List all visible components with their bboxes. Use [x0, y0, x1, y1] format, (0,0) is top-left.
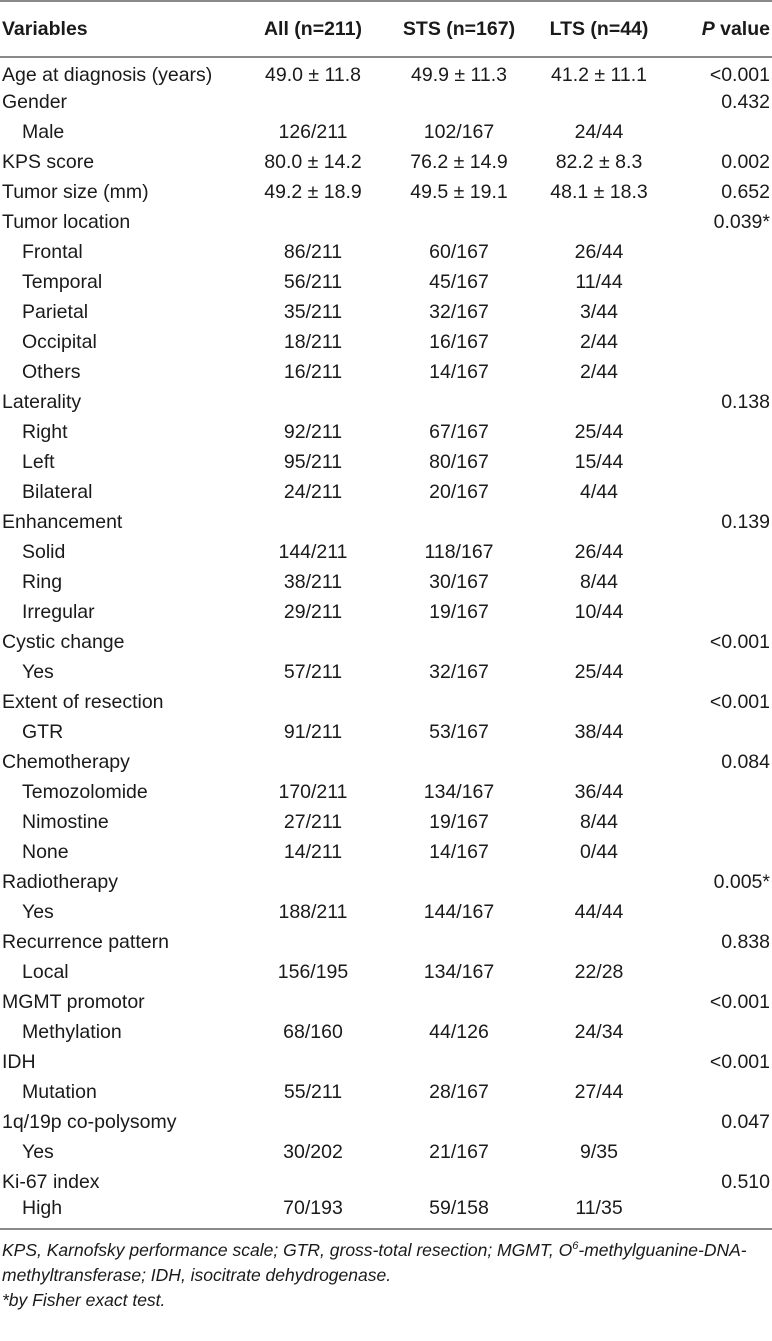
table-row: [0, 627, 772, 657]
cell-lts: 2/44: [580, 330, 618, 353]
cell-sts: [386, 507, 532, 537]
table-row: [0, 1017, 772, 1047]
table-row: [0, 987, 772, 1017]
header-p-suffix: value: [714, 17, 770, 40]
cell-variable: Irregular: [22, 600, 95, 623]
cell-lts: 44/44: [574, 900, 624, 923]
cell-variable: Recurrence pattern: [2, 930, 169, 953]
cell-variable: Temporal: [22, 270, 103, 293]
cell-all: 14/211: [283, 840, 343, 863]
cell-variable: Laterality: [2, 390, 82, 413]
cell-variable: Tumor size (mm): [2, 180, 149, 203]
cell-lts: 8/44: [580, 570, 618, 593]
table-row: [0, 1167, 772, 1197]
cell-p-value: 0.432: [721, 90, 770, 113]
table-row: [0, 507, 772, 537]
cell-sts: 30/167: [429, 570, 489, 593]
cell-variable: Occipital: [22, 330, 97, 353]
cell-p-value: [666, 447, 772, 477]
table-row: [0, 747, 772, 777]
cell-all: 170/211: [278, 780, 348, 803]
cell-variable: Right: [22, 420, 68, 443]
cell-lts: 38/44: [574, 720, 624, 743]
cell-sts: 102/167: [423, 120, 495, 143]
cell-sts: [386, 1167, 532, 1197]
cell-lts: 25/44: [574, 660, 624, 683]
cell-sts: 53/167: [429, 720, 489, 743]
cell-all: 126/211: [278, 120, 348, 143]
cell-all: 27/211: [283, 810, 343, 833]
cell-lts: 36/44: [574, 780, 624, 803]
cell-all: 80.0 ± 14.2: [264, 150, 362, 173]
cell-lts: 22/28: [574, 960, 624, 983]
cell-p-value: [666, 777, 772, 807]
cell-variable: Chemotherapy: [2, 750, 130, 773]
table-row: [0, 717, 772, 747]
cell-variable: Male: [22, 120, 65, 143]
header-p-letter: P: [701, 17, 715, 40]
cell-lts: 15/44: [574, 450, 624, 473]
cell-p-value: [666, 837, 772, 867]
cell-variable: IDH: [2, 1050, 36, 1073]
cell-lts: [532, 927, 666, 957]
cell-lts: 26/44: [574, 540, 624, 563]
cell-lts: 82.2 ± 8.3: [555, 150, 643, 173]
cell-lts: 11/44: [575, 270, 623, 293]
cell-variable: Bilateral: [22, 480, 93, 503]
cell-variable: Others: [22, 360, 81, 383]
cell-variable: Solid: [22, 540, 66, 563]
cell-all: [240, 207, 386, 237]
cell-variable: GTR: [22, 720, 64, 743]
table-row: [0, 417, 772, 447]
cell-variable: Tumor location: [2, 210, 131, 233]
table-row: [0, 837, 772, 867]
table-row: [0, 387, 772, 417]
header-all: All (n=211): [240, 1, 386, 57]
cell-p-value: [666, 267, 772, 297]
cell-all: [240, 747, 386, 777]
cell-variable: Frontal: [22, 240, 83, 263]
cell-variable: Mutation: [22, 1080, 97, 1103]
cell-lts: 8/44: [580, 810, 618, 833]
cell-all: 95/211: [283, 450, 343, 473]
cell-lts: 24/34: [574, 1020, 624, 1043]
cell-p-value: [666, 327, 772, 357]
cell-p-value: [666, 1017, 772, 1047]
cell-sts: 76.2 ± 14.9: [410, 150, 508, 173]
cell-sts: [386, 627, 532, 657]
footnotes: [0, 1230, 772, 1313]
cell-lts: [532, 387, 666, 417]
table-row: [0, 687, 772, 717]
cell-lts: [532, 207, 666, 237]
cell-lts: [532, 687, 666, 717]
cell-sts: [386, 927, 532, 957]
cell-variable: 1q/19p co-polysomy: [2, 1110, 177, 1133]
cell-sts: 49.5 ± 19.1: [410, 180, 508, 203]
cell-lts: [532, 1107, 666, 1137]
cell-all: [240, 927, 386, 957]
cell-all: 16/211: [283, 360, 343, 383]
cell-all: 29/211: [283, 600, 343, 623]
cell-all: [240, 867, 386, 897]
table-row: [0, 267, 772, 297]
cell-lts: 0/44: [580, 840, 618, 863]
cell-all: 92/211: [283, 420, 343, 443]
cell-lts: 41.2 ± 11.1: [551, 64, 647, 86]
table-row: [0, 957, 772, 987]
cell-lts: [532, 987, 666, 1017]
cell-sts: 16/167: [429, 330, 489, 353]
cell-p-value: 0.139: [721, 510, 770, 533]
cell-sts: [386, 747, 532, 777]
table-row: [0, 1197, 772, 1229]
cell-variable: KPS score: [2, 150, 95, 173]
cell-all: 156/195: [277, 960, 349, 983]
cell-p-value: <0.001: [709, 1050, 770, 1073]
table-row: [0, 447, 772, 477]
cell-sts: 19/167: [429, 600, 489, 623]
table-header: [0, 1, 772, 57]
cell-lts: [532, 747, 666, 777]
cell-variable: Age at diagnosis (years): [2, 64, 213, 86]
table-row: [0, 477, 772, 507]
footnote-fisher: *by Fisher exact test.: [2, 1290, 166, 1310]
cell-all: 188/211: [278, 900, 348, 923]
cell-all: 35/211: [283, 300, 343, 323]
cell-p-value: [666, 1077, 772, 1107]
cell-p-value: 0.510: [721, 1170, 770, 1193]
cell-sts: 60/167: [429, 240, 489, 263]
cell-p-value: 0.652: [721, 180, 770, 203]
cell-all: [240, 1167, 386, 1197]
table-row: [0, 1047, 772, 1077]
cell-variable: Nimostine: [22, 810, 109, 833]
cell-variable: Yes: [22, 1140, 54, 1163]
table-row: [0, 147, 772, 177]
cell-p-value: [666, 717, 772, 747]
table-row: [0, 207, 772, 237]
cell-all: 91/211: [283, 720, 343, 743]
cell-variable: Extent of resection: [2, 690, 164, 713]
table-row: [0, 657, 772, 687]
cell-all: [240, 987, 386, 1017]
cell-p-value: 0.084: [721, 750, 770, 773]
cell-lts: 25/44: [574, 420, 624, 443]
cell-variable: Left: [22, 450, 55, 473]
cell-p-value: [666, 597, 772, 627]
cell-sts: 118/167: [424, 540, 494, 563]
cell-sts: 14/167: [429, 840, 489, 863]
table-row: [0, 117, 772, 147]
table-row: [0, 1077, 772, 1107]
cell-p-value: <0.001: [709, 990, 770, 1013]
cell-lts: 26/44: [574, 240, 624, 263]
cell-all: 30/202: [283, 1140, 343, 1163]
cell-p-value: 0.039*: [713, 210, 770, 233]
cell-lts: 2/44: [580, 360, 618, 383]
table-row: [0, 177, 772, 207]
cell-all: 70/193: [240, 1197, 386, 1229]
cell-all: [240, 627, 386, 657]
cell-variable: Ki-67 index: [2, 1170, 100, 1193]
cell-lts: [532, 867, 666, 897]
table-row: [0, 57, 772, 87]
cell-sts: 67/167: [429, 420, 489, 443]
cell-sts: 14/167: [429, 360, 489, 383]
table-row: [0, 327, 772, 357]
cell-sts: 28/167: [429, 1080, 489, 1103]
cell-all: 49.2 ± 18.9: [264, 180, 362, 203]
cell-p-value: [666, 537, 772, 567]
table-row: [0, 867, 772, 897]
cell-sts: 49.9 ± 11.3: [411, 64, 507, 86]
cell-all: [240, 507, 386, 537]
cell-variable: Yes: [22, 660, 54, 683]
cell-p-value: [666, 1137, 772, 1167]
table-row: [0, 897, 772, 927]
cell-sts: 20/167: [429, 480, 489, 503]
table-row: [0, 807, 772, 837]
cell-p-value: [666, 897, 772, 927]
cell-sts: [386, 87, 532, 117]
table-row: [0, 87, 772, 117]
header-sts: STS (n=167): [386, 1, 532, 57]
cell-p-value: [666, 1197, 772, 1229]
table-row: [0, 1107, 772, 1137]
cell-sts: 80/167: [429, 450, 489, 473]
cell-p-value: 0.838: [721, 930, 770, 953]
cell-all: 68/160: [283, 1020, 343, 1043]
header-variables: Variables: [0, 1, 240, 57]
cell-variable: Cystic change: [2, 630, 125, 653]
table-row: [0, 597, 772, 627]
cell-p-value: [666, 357, 772, 387]
header-lts: LTS (n=44): [532, 1, 666, 57]
cell-p-value: 0.138: [721, 390, 770, 413]
footnote-abbreviations: [2, 1238, 770, 1288]
cell-sts: 32/167: [429, 660, 489, 683]
cell-variable: Enhancement: [2, 510, 123, 533]
cell-variable: Local: [22, 960, 69, 983]
cell-p-value: 0.002: [721, 150, 770, 173]
cell-p-value: [666, 117, 772, 147]
cell-lts: [532, 507, 666, 537]
table-row: [0, 927, 772, 957]
header-row: [0, 1, 772, 57]
cell-all: 38/211: [283, 570, 343, 593]
cell-sts: [386, 1107, 532, 1137]
cell-lts: 3/44: [580, 300, 618, 323]
cell-all: 86/211: [283, 240, 343, 263]
cell-sts: 32/167: [429, 300, 489, 323]
cell-lts: 11/35: [532, 1197, 666, 1229]
cell-p-value: <0.001: [709, 630, 770, 653]
cell-lts: [532, 87, 666, 117]
header-p-value: [666, 1, 772, 57]
table-row: [0, 1137, 772, 1167]
cell-variable: High: [0, 1197, 240, 1229]
cell-sts: [386, 687, 532, 717]
cell-p-value: [666, 807, 772, 837]
cell-p-value: [666, 957, 772, 987]
cell-variable: Yes: [22, 900, 54, 923]
cell-variable: None: [22, 840, 69, 863]
cell-sts: 45/167: [429, 270, 489, 293]
cell-all: 49.0 ± 11.8: [265, 64, 361, 86]
cell-p-value: 0.005*: [713, 870, 770, 893]
table-body: [0, 57, 772, 1229]
cell-p-value: [666, 417, 772, 447]
cell-p-value: 0.047: [721, 1110, 770, 1133]
cell-sts: 134/167: [423, 960, 495, 983]
cell-all: [240, 387, 386, 417]
cell-sts: 144/167: [423, 900, 495, 923]
table-row: [0, 237, 772, 267]
cell-all: 57/211: [283, 660, 343, 683]
cell-all: [240, 687, 386, 717]
cell-all: 56/211: [283, 270, 343, 293]
cell-lts: 24/44: [574, 120, 624, 143]
table-row: [0, 537, 772, 567]
cell-p-value: <0.001: [709, 690, 770, 713]
footnote-abbr-part2: -methylguanine-DNA-methyltransferase; IDH, isocitrate dehydrogenase.: [2, 1240, 747, 1285]
cell-variable: Temozolomide: [22, 780, 148, 803]
table-row: [0, 297, 772, 327]
cell-p-value: [666, 657, 772, 687]
footnote-abbr-part1: KPS, Karnofsky performance scale; GTR, gross-total resection; MGMT, O: [2, 1240, 573, 1260]
cell-sts: [386, 987, 532, 1017]
cell-sts: 19/167: [429, 810, 489, 833]
cell-sts: 44/126: [429, 1020, 489, 1043]
cell-all: [240, 87, 386, 117]
cell-lts: 48.1 ± 18.3: [550, 180, 648, 203]
cell-variable: MGMT promotor: [2, 990, 145, 1013]
cell-p-value: [666, 477, 772, 507]
cell-all: [240, 1047, 386, 1077]
cell-sts: 134/167: [423, 780, 495, 803]
cell-p-value: <0.001: [709, 64, 770, 86]
footnote-superscript: 6: [572, 1240, 579, 1253]
cell-sts: 59/158: [386, 1197, 532, 1229]
cell-all: 24/211: [283, 480, 343, 503]
cell-lts: 4/44: [580, 480, 618, 503]
cell-variable: Ring: [22, 570, 63, 593]
cell-sts: [386, 207, 532, 237]
table-row: [0, 567, 772, 597]
cell-lts: [532, 627, 666, 657]
table-row: [0, 357, 772, 387]
table-row: [0, 777, 772, 807]
cell-variable: Radiotherapy: [2, 870, 118, 893]
cell-p-value: [666, 567, 772, 597]
cell-sts: [386, 387, 532, 417]
cell-all: 144/211: [278, 540, 348, 563]
cell-variable: Parietal: [22, 300, 89, 323]
cell-lts: 9/35: [580, 1140, 618, 1163]
cell-variable: Methylation: [22, 1020, 122, 1043]
cell-p-value: [666, 297, 772, 327]
cell-lts: [532, 1047, 666, 1077]
cell-all: 18/211: [283, 330, 343, 353]
cell-lts: 10/44: [574, 600, 624, 623]
cell-all: 55/211: [283, 1080, 343, 1103]
cell-p-value: [666, 237, 772, 267]
cell-sts: [386, 1047, 532, 1077]
cell-lts: [532, 1167, 666, 1197]
cell-sts: [386, 867, 532, 897]
cell-lts: 27/44: [574, 1080, 624, 1103]
cell-all: [240, 1107, 386, 1137]
cell-sts: 21/167: [429, 1140, 489, 1163]
cell-variable: Gender: [2, 90, 68, 113]
